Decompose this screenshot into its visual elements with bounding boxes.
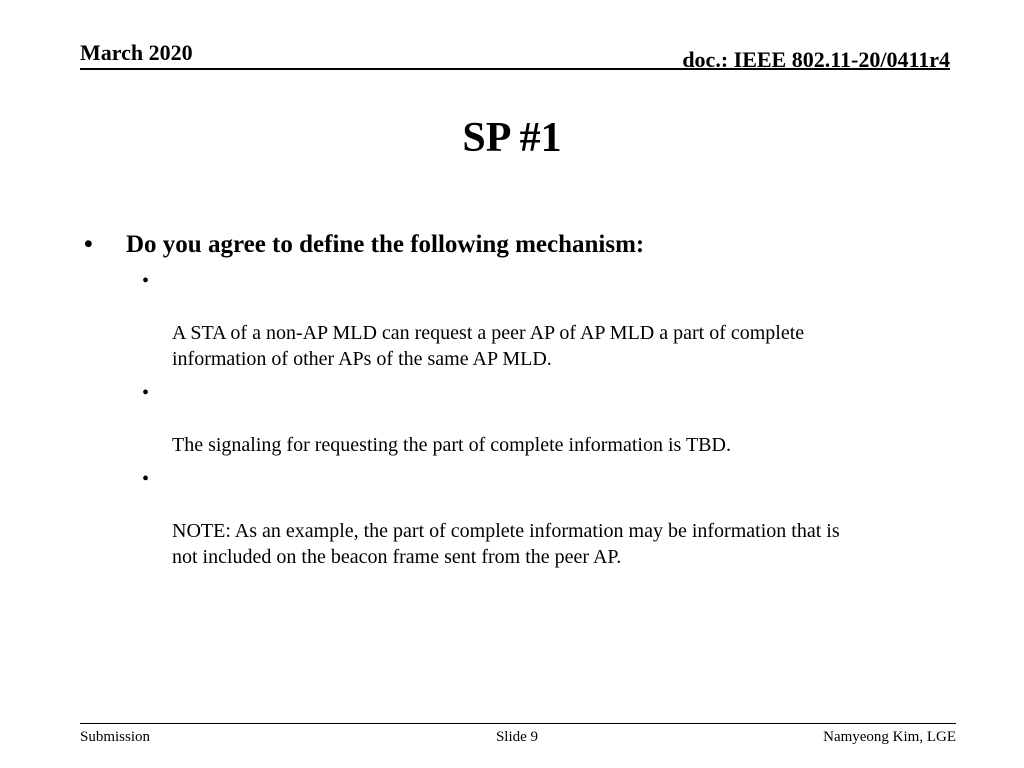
bullet-icon: • [142,382,150,404]
footer-submission: Submission [80,729,151,745]
bullet-icon: • [84,231,93,258]
footer-author: Namyeong Kim, LGE [823,729,956,745]
sub-bullet-item [142,466,944,570]
sub-bullet-item [142,268,944,372]
bullet-icon: • [142,468,150,490]
footer-slide-number: Slide 9 [495,729,539,745]
sub-bullet-text: NOTE: As an example, the part of complete information may be information that is not included on the beacon frame sent from the peer AP. [172,520,840,568]
main-bullet [84,228,944,262]
bullet-icon: • [142,270,150,292]
header-divider [80,68,950,70]
sub-bullet-item [142,380,944,458]
slide-body [84,228,944,578]
sub-bullet-text: A STA of a non-AP MLD can request a peer AP of AP MLD a part of complete information of other APs of the same AP MLD. [172,322,805,370]
slide-title: SP #1 [462,115,562,161]
header-date: March 2020 [80,40,193,65]
sub-bullet-text: The signaling for requesting the part of complete information is TBD. [172,434,731,456]
main-question: Do you agree to define the following mechanism: [126,231,645,258]
document-id: doc.: IEEE 802.11-20/0411r4 [682,47,950,72]
footer-divider [80,723,956,724]
sub-bullet-list [84,268,944,570]
